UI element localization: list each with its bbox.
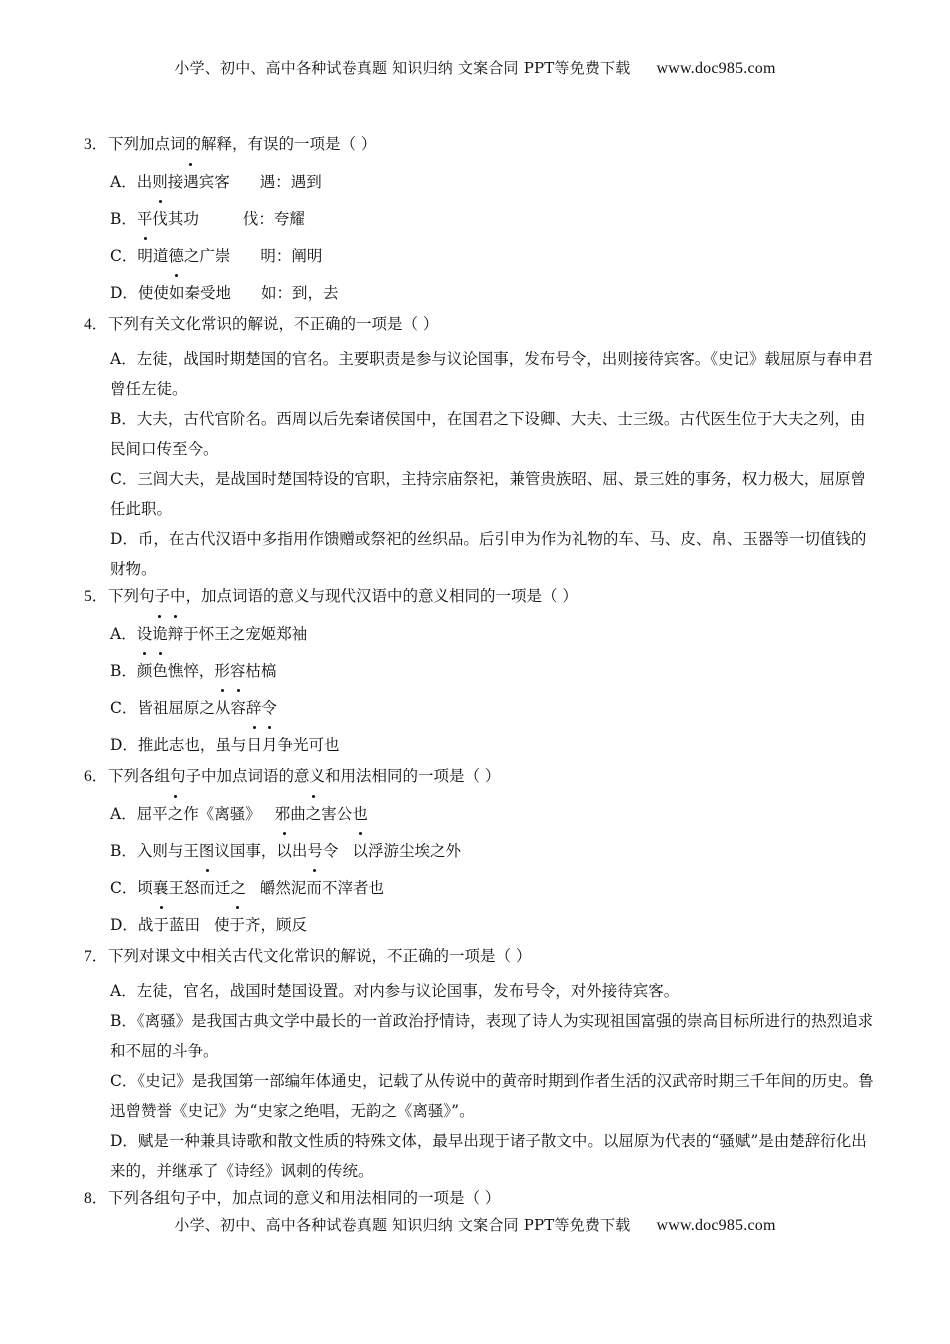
q5-option-d: D．推此志也，虽与日月争光可也 — [110, 727, 874, 764]
q7-option-c: C．《史记》是我国第一部编年体通史，记载了从传说中的黄帝时期到作者生活的汉武帝时期三千年间的历史。鲁迅曾赞誉《史记》为“史家之绝唱，无韵之《离骚》”。 — [110, 1072, 874, 1120]
q5-option-a: A．设诡辩于怀王之宠姬郑袖 — [110, 616, 874, 653]
exam-content — [84, 132, 874, 1218]
q5-option-b: B．颜色憔悴，形容枯槁 — [110, 653, 874, 690]
q3-option-d: D．使使如秦受地 如：到，去 — [110, 275, 874, 312]
question-6: 6．下列各组句子中加点词语的意义和用法相同的一项是（ ） — [84, 767, 501, 785]
q3-option-a: A．出则接遇宾客 遇：遇到 — [110, 164, 874, 201]
q4-option-c: C．三闾大夫，是战国时楚国特设的官职，主持宗庙祭祀，兼管贵族昭、屈、景三姓的事务，权力极大，屈原曾任此职。 — [110, 470, 866, 518]
question-4: 4．下列有关文化常识的解说，不正确的一项是（ ） — [84, 315, 439, 333]
q4-option-a: A．左徒，战国时期楚国的官名。主要职责是参与议论国事，发布号令，出则接待宾客。《史记》载屈原与春申君曾任左徒。 — [110, 350, 873, 398]
question-7: 7．下列对课文中相关古代文化常识的解说，不正确的一项是（ ） — [84, 947, 532, 965]
q6-option-c: C．顷襄王怒而迁之 皭然泥而不滓者也 — [110, 870, 874, 907]
q6-option-a: A．屈平之作《离骚》 邪曲之害公也 — [110, 796, 874, 833]
q6-option-b: B．入则与王图议国事，以出号令 以浮游尘埃之外 — [110, 833, 874, 870]
q6-option-d: D．战于蓝田 使于齐，顾反 — [110, 907, 874, 944]
q4-option-d: D．币，在古代汉语中多指用作馈赠或祭祀的丝织品。后引申为作为礼物的车、马、皮、帛、玉器等一切值钱的财物。 — [110, 530, 867, 578]
q4-option-b: B．大夫，古代官阶名。西周以后先秦诸侯国中，在国君之下设卿、大夫、士三级。古代医生位于大夫之列，由民间口传至今。 — [110, 410, 866, 458]
q5-option-c: C．皆祖屈原之从容辞令 — [110, 690, 874, 727]
footer-text: 小学、初中、高中各种试卷真题 知识归纳 文案合同 PPT等免费下载 — [174, 1216, 631, 1234]
header-site: www.doc985.com — [656, 60, 776, 77]
q7-option-b: B．《离骚》是我国古典文学中最长的一首政治抒情诗，表现了诗人为实现祖国富强的崇高目标所进行的热烈追求和不屈的斗争。 — [110, 1012, 874, 1060]
q7-option-d: D．赋是一种兼具诗歌和散文性质的特殊文体，最早出现于诸子散文中。以屈原为代表的“骚赋”是由楚辞衍化出来的，并继承了《诗经》讽刺的传统。 — [110, 1132, 867, 1180]
q7-option-a: A．左徒，官名，战国时楚国设置。对内参与议论国事，发布号令，对外接待宾客。 — [110, 982, 680, 1000]
question-3: 3．下列加点词的解释，有误的一项是（ ） — [84, 135, 377, 153]
page-footer — [0, 1214, 950, 1235]
question-8: 8．下列各组句子中，加点词的意义和用法相同的一项是（ ） — [84, 1189, 501, 1207]
header-text: 小学、初中、高中各种试卷真题 知识归纳 文案合同 PPT等免费下载 — [174, 59, 631, 77]
page-header — [0, 57, 950, 78]
q3-option-b: B．平伐其功 伐：夸耀 — [110, 201, 874, 238]
q3-option-c: C．明道德之广崇 明：阐明 — [110, 238, 874, 275]
question-5: 5．下列句子中，加点词语的意义与现代汉语中的意义相同的一项是（ ） — [84, 587, 578, 605]
footer-site: www.doc985.com — [656, 1217, 776, 1234]
